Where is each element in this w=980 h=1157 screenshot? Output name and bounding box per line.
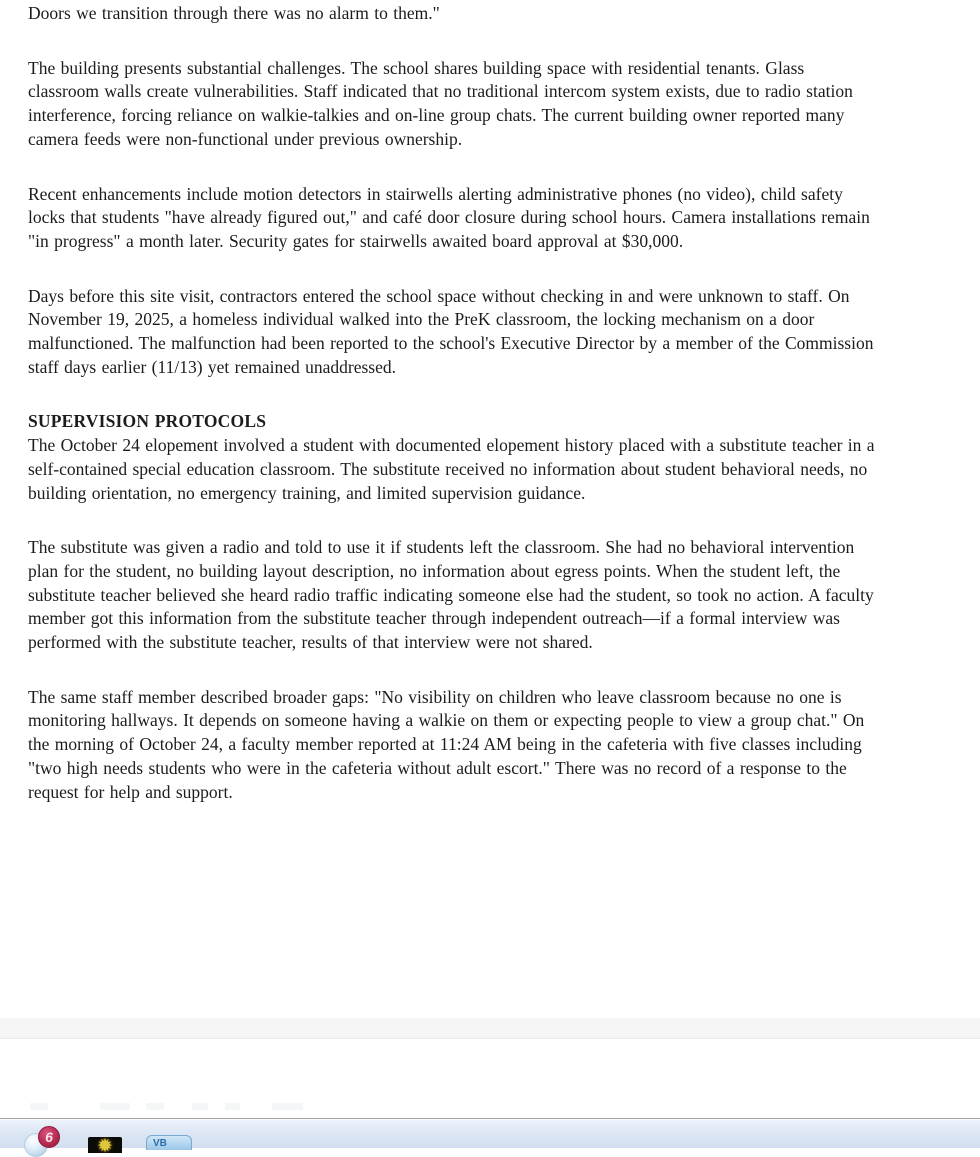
starburst-app-icon[interactable] bbox=[88, 1136, 122, 1157]
section-heading: SUPERVISION PROTOCOLS bbox=[28, 411, 267, 432]
ghost-artifact bbox=[272, 1103, 303, 1110]
document-paragraph: The substitute was given a radio and told to use it if students left the classroom. She had no behavioral intervention plan for the student, no building layout description, no information about egress points. When the student left, the substitute teacher believed she heard radio traffic indicating someone else had the student, so took no action. A faculty member got this information from the substitute teacher through independent outreach—if a formal interview was performed with the substitute teacher, results of that interview were not shared. bbox=[28, 537, 874, 653]
notification-badge: 6 bbox=[38, 1126, 60, 1148]
taskbar bbox=[0, 1118, 980, 1157]
document-paragraph: Recent enhancements include motion detectors in stairwells alerting administrative phones (no video), child safety locks that students "have already figured out," and café door closure during school hours. Camera installations remain "in progress" a month later. Security gates for stairwells awaited board approval at $30,000. bbox=[28, 183, 870, 251]
page-gap-band bbox=[0, 1018, 980, 1039]
ghost-artifact bbox=[146, 1103, 164, 1110]
document-paragraph: The same staff member described broader gaps: "No visibility on children who leave classroom because no one is monitoring hallways. It depends on someone having a walkie on them or expecting people to view a group chat." On the morning of October 24, a faculty member reported at 11:24 AM being in the cafeteria with five classes including "two high needs students who were in the cafeteria without adult escort." There was no record of a response to the request for help and support. bbox=[28, 686, 865, 802]
ghost-artifact bbox=[225, 1103, 240, 1110]
document-paragraph: The October 24 elopement involved a student with documented elopement history placed with a substitute teacher in a self-contained special education classroom. The substitute received no information about student behavioral needs, no building orientation, no emergency training, and limited supervision guidance. bbox=[28, 435, 875, 503]
ghost-artifact bbox=[100, 1103, 130, 1110]
starburst-icon: ✹ bbox=[97, 1136, 113, 1157]
document-page bbox=[28, 2, 880, 835]
document-paragraph: Doors we transition through there was no alarm to them." bbox=[28, 3, 440, 23]
document-paragraph: Days before this site visit, contractors entered the school space without checking in and were unknown to staff. On November 19, 2025, a homeless individual walked into the PreK classroom, the locking mechanism on a door malfunctioned. The malfunction had been reported to the school's Executive Director by a member of the Commission staff days earlier (11/13) yet remained unaddressed. bbox=[28, 285, 874, 377]
ghost-artifact bbox=[30, 1103, 48, 1110]
vb-app-label: VB bbox=[153, 1138, 167, 1149]
ghost-artifact bbox=[192, 1103, 208, 1110]
vb-app-icon[interactable] bbox=[146, 1135, 192, 1150]
document-paragraph: The building presents substantial challenges. The school shares building space with residential tenants. Glass classroom walls create vulnerabilities. Staff indicated that no traditional intercom system exists, due to radio station interference, forcing reliance on walkie-talkies and on-line group chats. The current building owner reported many camera feeds were non-functional under previous ownership. bbox=[28, 57, 853, 149]
